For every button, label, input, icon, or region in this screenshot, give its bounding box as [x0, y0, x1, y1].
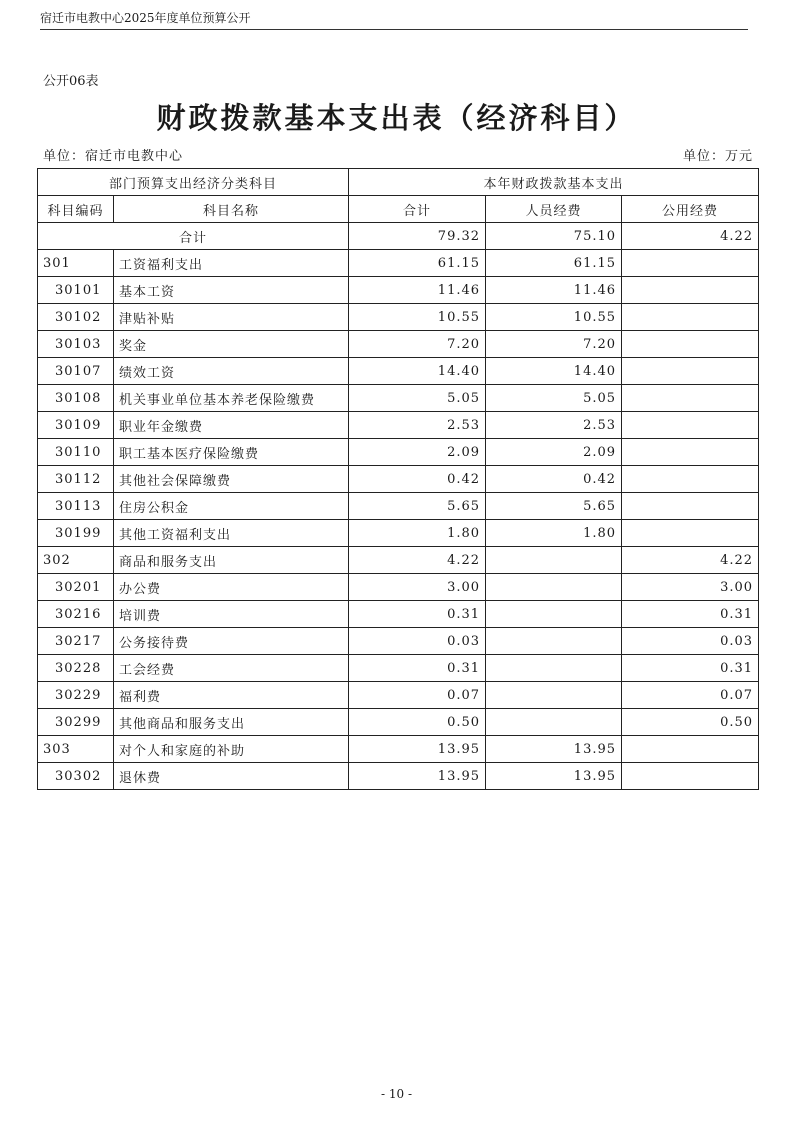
row-public: [622, 385, 759, 412]
row-code: 30107: [38, 358, 114, 385]
page-number: - 10 -: [380, 1087, 412, 1101]
row-total: 0.31: [349, 601, 486, 628]
row-name: 公务接待费: [114, 628, 349, 655]
row-personnel: [486, 601, 622, 628]
table-row: [38, 709, 759, 736]
row-public: 0.03: [622, 628, 759, 655]
row-total: 13.95: [349, 763, 486, 790]
row-name: 奖金: [114, 331, 349, 358]
row-code: 30229: [38, 682, 114, 709]
row-public: 4.22: [622, 547, 759, 574]
table-row: [38, 439, 759, 466]
row-public: [622, 493, 759, 520]
row-code: 30112: [38, 466, 114, 493]
row-public: [622, 466, 759, 493]
row-total: 0.07: [349, 682, 486, 709]
row-total: 4.22: [349, 547, 486, 574]
table-row: [38, 547, 759, 574]
row-code: 30216: [38, 601, 114, 628]
group-header-classification: 部门预算支出经济分类科目: [38, 169, 349, 196]
row-code: 30110: [38, 439, 114, 466]
budget-table: [37, 168, 759, 790]
row-personnel: [486, 709, 622, 736]
row-total: 0.42: [349, 466, 486, 493]
total-personnel: 75.10: [486, 223, 622, 250]
group-header-expenditure: 本年财政拨款基本支出: [349, 169, 759, 196]
row-total: 7.20: [349, 331, 486, 358]
row-total: 14.40: [349, 358, 486, 385]
row-code: 30113: [38, 493, 114, 520]
table-row: [38, 385, 759, 412]
row-personnel: 13.95: [486, 736, 622, 763]
row-personnel: 13.95: [486, 763, 622, 790]
column-header-row: [38, 196, 759, 223]
row-public: 3.00: [622, 574, 759, 601]
column-header-name: 科目名称: [114, 196, 349, 223]
row-name: 其他商品和服务支出: [114, 709, 349, 736]
row-personnel: [486, 574, 622, 601]
row-public: [622, 439, 759, 466]
row-public: [622, 277, 759, 304]
column-header-public: 公用经费: [622, 196, 759, 223]
group-header-row: [38, 169, 759, 196]
row-personnel: 10.55: [486, 304, 622, 331]
row-total: 5.05: [349, 385, 486, 412]
table-row: [38, 412, 759, 439]
table-row: [38, 358, 759, 385]
row-code: 30103: [38, 331, 114, 358]
row-name: 工资福利支出: [114, 250, 349, 277]
row-name: 商品和服务支出: [114, 547, 349, 574]
row-code: 30299: [38, 709, 114, 736]
page-title: 财政拨款基本支出表（经济科目）: [156, 101, 637, 135]
table-row: [38, 736, 759, 763]
row-total: 2.09: [349, 439, 486, 466]
row-personnel: [486, 682, 622, 709]
running-header: 宿迁市电教中心2025年度单位预算公开: [40, 8, 748, 30]
table-number: 公开06表: [43, 74, 99, 89]
row-name: 绩效工资: [114, 358, 349, 385]
row-code: 30228: [38, 655, 114, 682]
row-personnel: 7.20: [486, 331, 622, 358]
table-row: [38, 304, 759, 331]
row-code: 30201: [38, 574, 114, 601]
row-public: [622, 358, 759, 385]
row-public: 0.31: [622, 601, 759, 628]
row-name: 津贴补贴: [114, 304, 349, 331]
table-row: [38, 493, 759, 520]
table-row: [38, 655, 759, 682]
row-name: 工会经费: [114, 655, 349, 682]
row-name: 机关事业单位基本养老保险缴费: [114, 385, 349, 412]
total-public: 4.22: [622, 223, 759, 250]
row-name: 培训费: [114, 601, 349, 628]
row-public: [622, 331, 759, 358]
currency-unit-label: 单位：万元: [682, 149, 753, 164]
row-total: 10.55: [349, 304, 486, 331]
row-name: 对个人和家庭的补助: [114, 736, 349, 763]
table-row: [38, 628, 759, 655]
row-name: 办公费: [114, 574, 349, 601]
column-header-personnel: 人员经费: [486, 196, 622, 223]
row-personnel: 1.80: [486, 520, 622, 547]
table-row: [38, 601, 759, 628]
row-code: 30302: [38, 763, 114, 790]
row-name: 退休费: [114, 763, 349, 790]
unit-label: 单位：宿迁市电教中心: [43, 149, 184, 164]
row-public: [622, 412, 759, 439]
row-public: 0.07: [622, 682, 759, 709]
row-personnel: 11.46: [486, 277, 622, 304]
row-total: 13.95: [349, 736, 486, 763]
row-personnel: 5.05: [486, 385, 622, 412]
row-personnel: 2.09: [486, 439, 622, 466]
table-row: [38, 466, 759, 493]
row-name: 其他工资福利支出: [114, 520, 349, 547]
row-name: 基本工资: [114, 277, 349, 304]
row-personnel: [486, 655, 622, 682]
total-label: 合计: [38, 223, 349, 250]
table-row: [38, 574, 759, 601]
row-total: 2.53: [349, 412, 486, 439]
row-personnel: [486, 547, 622, 574]
row-public: [622, 736, 759, 763]
row-name: 住房公积金: [114, 493, 349, 520]
row-total: 0.50: [349, 709, 486, 736]
table-row: [38, 331, 759, 358]
row-public: [622, 304, 759, 331]
row-personnel: 5.65: [486, 493, 622, 520]
table-row: [38, 277, 759, 304]
row-code: 30217: [38, 628, 114, 655]
row-code: 30199: [38, 520, 114, 547]
row-code: 30102: [38, 304, 114, 331]
column-header-total: 合计: [349, 196, 486, 223]
row-code: 30101: [38, 277, 114, 304]
row-total: 1.80: [349, 520, 486, 547]
total-row: [38, 223, 759, 250]
row-total: 11.46: [349, 277, 486, 304]
row-personnel: [486, 628, 622, 655]
row-total: 5.65: [349, 493, 486, 520]
row-code: 303: [38, 736, 114, 763]
row-total: 0.31: [349, 655, 486, 682]
row-public: 0.50: [622, 709, 759, 736]
table-row: [38, 682, 759, 709]
row-personnel: 0.42: [486, 466, 622, 493]
row-name: 职工基本医疗保险缴费: [114, 439, 349, 466]
row-public: 0.31: [622, 655, 759, 682]
row-public: [622, 520, 759, 547]
row-code: 301: [38, 250, 114, 277]
row-personnel: 14.40: [486, 358, 622, 385]
row-total: 61.15: [349, 250, 486, 277]
row-code: 30108: [38, 385, 114, 412]
column-header-code: 科目编码: [38, 196, 114, 223]
row-personnel: 2.53: [486, 412, 622, 439]
row-name: 其他社会保障缴费: [114, 466, 349, 493]
row-code: 30109: [38, 412, 114, 439]
row-total: 0.03: [349, 628, 486, 655]
total-amount: 79.32: [349, 223, 486, 250]
row-public: [622, 763, 759, 790]
table-row: [38, 250, 759, 277]
row-name: 福利费: [114, 682, 349, 709]
row-public: [622, 250, 759, 277]
row-code: 302: [38, 547, 114, 574]
row-total: 3.00: [349, 574, 486, 601]
row-name: 职业年金缴费: [114, 412, 349, 439]
table-row: [38, 520, 759, 547]
row-personnel: 61.15: [486, 250, 622, 277]
table-row: [38, 763, 759, 790]
